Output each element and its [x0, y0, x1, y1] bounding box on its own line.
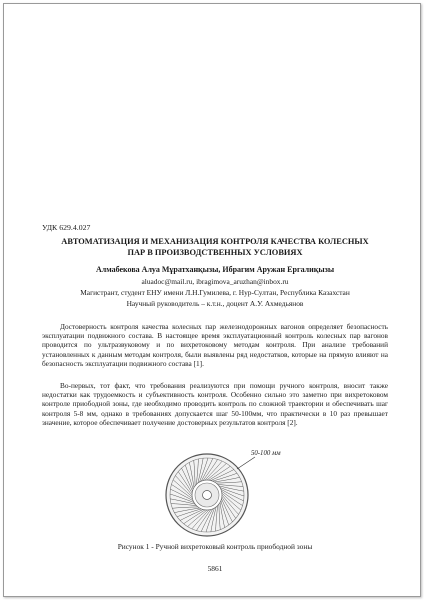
figure-step-label: 50-100 мм	[251, 450, 281, 457]
authors: Алмабекова Алуа Мұратханқызы, Ибрагим Аружан Ергалиқызы	[95, 265, 335, 274]
page-number: 5861	[207, 564, 223, 573]
paper-title	[42, 237, 388, 258]
paper-page	[42, 4, 388, 594]
wheel-illustration	[127, 447, 297, 537]
scientific-advisor: Научный руководитель – к.т.н., доцент А.У. Ахмедьянов	[126, 299, 304, 308]
figure-wheel-eddy-current	[127, 447, 297, 537]
paragraph-1: Достоверность контроля качества колесных пар железнодорожных вагонов определяет безопасность эксплуатации подвижного состава. В настоящее время эксплуатационный контроль колесных пар вагонов проводится по ультразвуковому и по вихретоковому методам контроля. При анализе требований установленных к данным методам контроля, были выявлены ряд недостатков, которые на прямую влияют на безопасность эксплуатации подвижного состава [1].	[42, 322, 388, 368]
page-frame	[3, 3, 421, 597]
figure-caption: Рисунок 1 - Ручной вихретоковый контроль приободной зоны	[117, 542, 313, 551]
paragraph-2: Во-первых, тот факт, что требования реализуются при помощи ручного контроля, вносит также недостатки как трудоемкость и субъективность контроля. Особенно сильно это заметно при вихретоковом контроле приободной зоны, где необходимо проводить контроль по сложной траектории и обеспечивать шаг контроля 5-8 мм, однако в требованиях допускается шаг 50-100мм, что практически в 10 раз превышает значение, которое обеспечивает получение достоверных результатов контроля [2].	[42, 381, 388, 427]
affiliation: Магистрант, студент ЕНУ имени Л.Н.Гумилева, г. Нур-Султан, Республика Казахстан	[80, 288, 350, 297]
author-emails: aluadoc@mail.ru, ibragimova_aruzhan@inbox.ru	[141, 277, 289, 286]
udk-code: УДК 629.4.027	[42, 223, 91, 232]
title-line-1: АВТОМАТИЗАЦИЯ И МЕХАНИЗАЦИЯ КОНТРОЛЯ КАЧЕСТВА КОЛЕСНЫХ	[61, 237, 369, 246]
title-line-2: ПАР В ПРОИЗВОДСТВЕННЫХ УСЛОВИЯХ	[127, 247, 303, 257]
